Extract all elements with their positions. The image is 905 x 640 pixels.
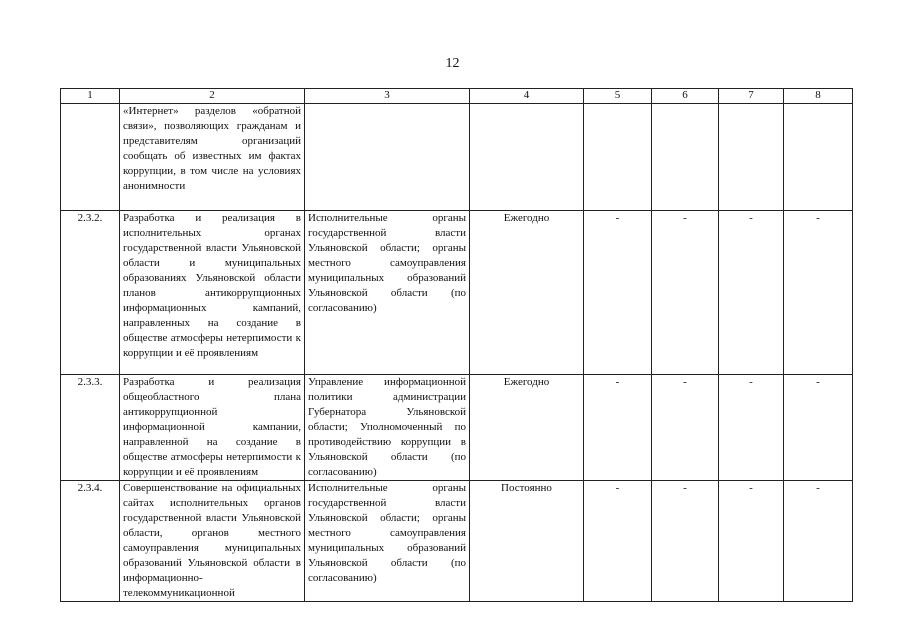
activity-cell: Совершенствование на официальных сайтах исполнительных органов государственной власти Ульяновской области, органов местного самоуправления муниципальных образований Ульяновской области в информационно-телекоммуникационной [120,481,305,602]
column-header: 3 [305,89,470,104]
value-cell: - [652,211,719,375]
column-header: 5 [584,89,652,104]
period-cell: Постоянно [470,481,584,602]
column-header: 8 [784,89,853,104]
header-row [61,89,853,104]
column-header: 7 [719,89,784,104]
row-number: 2.3.2. [61,211,120,375]
executors-cell: Управление информационной политики администрации Губернатора Ульяновской области; Уполномоченный по противодействию коррупции в Ульяновской области (по согласованию) [305,375,470,481]
value-cell: - [784,211,853,375]
period-cell [470,104,584,211]
executors-cell [305,104,470,211]
table-row [61,481,853,602]
value-cell [784,104,853,211]
value-cell: - [784,375,853,481]
value-cell: - [719,211,784,375]
value-cell [652,104,719,211]
activity-cell: Разработка и реализация в исполнительных органах государственной власти Ульяновской области и муниципальных образованиях Ульяновской области планов антикоррупционных информационных кампаний, направленных на создание в обществе атмосферы нетерпимости к коррупции и её проявлениям [120,211,305,375]
period-cell: Ежегодно [470,375,584,481]
value-cell: - [584,375,652,481]
activity-cell: «Интернет» разделов «обратной связи», позволяющих гражданам и представителям организаций сообщать об известных им фактах коррупции, в том числе на условиях анонимности [120,104,305,211]
row-number: 2.3.4. [61,481,120,602]
executors-cell: Исполнительные органы государственной власти Ульяновской области; органы местного самоуправления муниципальных образований Ульяновской области (по согласованию) [305,481,470,602]
value-cell: - [584,481,652,602]
value-cell: - [719,481,784,602]
value-cell: - [784,481,853,602]
value-cell: - [584,211,652,375]
column-header: 2 [120,89,305,104]
value-cell: - [719,375,784,481]
value-cell [719,104,784,211]
executors-cell: Исполнительные органы государственной власти Ульяновской области; органы местного самоуправления муниципальных образований Ульяновской области (по согласованию) [305,211,470,375]
page-number: 12 [445,56,460,71]
activity-cell: Разработка и реализация общеобластного плана антикоррупционной информационной кампании, направленной на создание в обществе атмосферы нетерпимости к коррупции и её проявлениям [120,375,305,481]
period-cell: Ежегодно [470,211,584,375]
table-row [61,375,853,481]
table-row [61,211,853,375]
column-header: 4 [470,89,584,104]
row-number [61,104,120,211]
plan-table [60,88,853,602]
column-header: 6 [652,89,719,104]
value-cell [584,104,652,211]
value-cell: - [652,481,719,602]
table-row [61,104,853,211]
column-header: 1 [61,89,120,104]
value-cell: - [652,375,719,481]
row-number: 2.3.3. [61,375,120,481]
